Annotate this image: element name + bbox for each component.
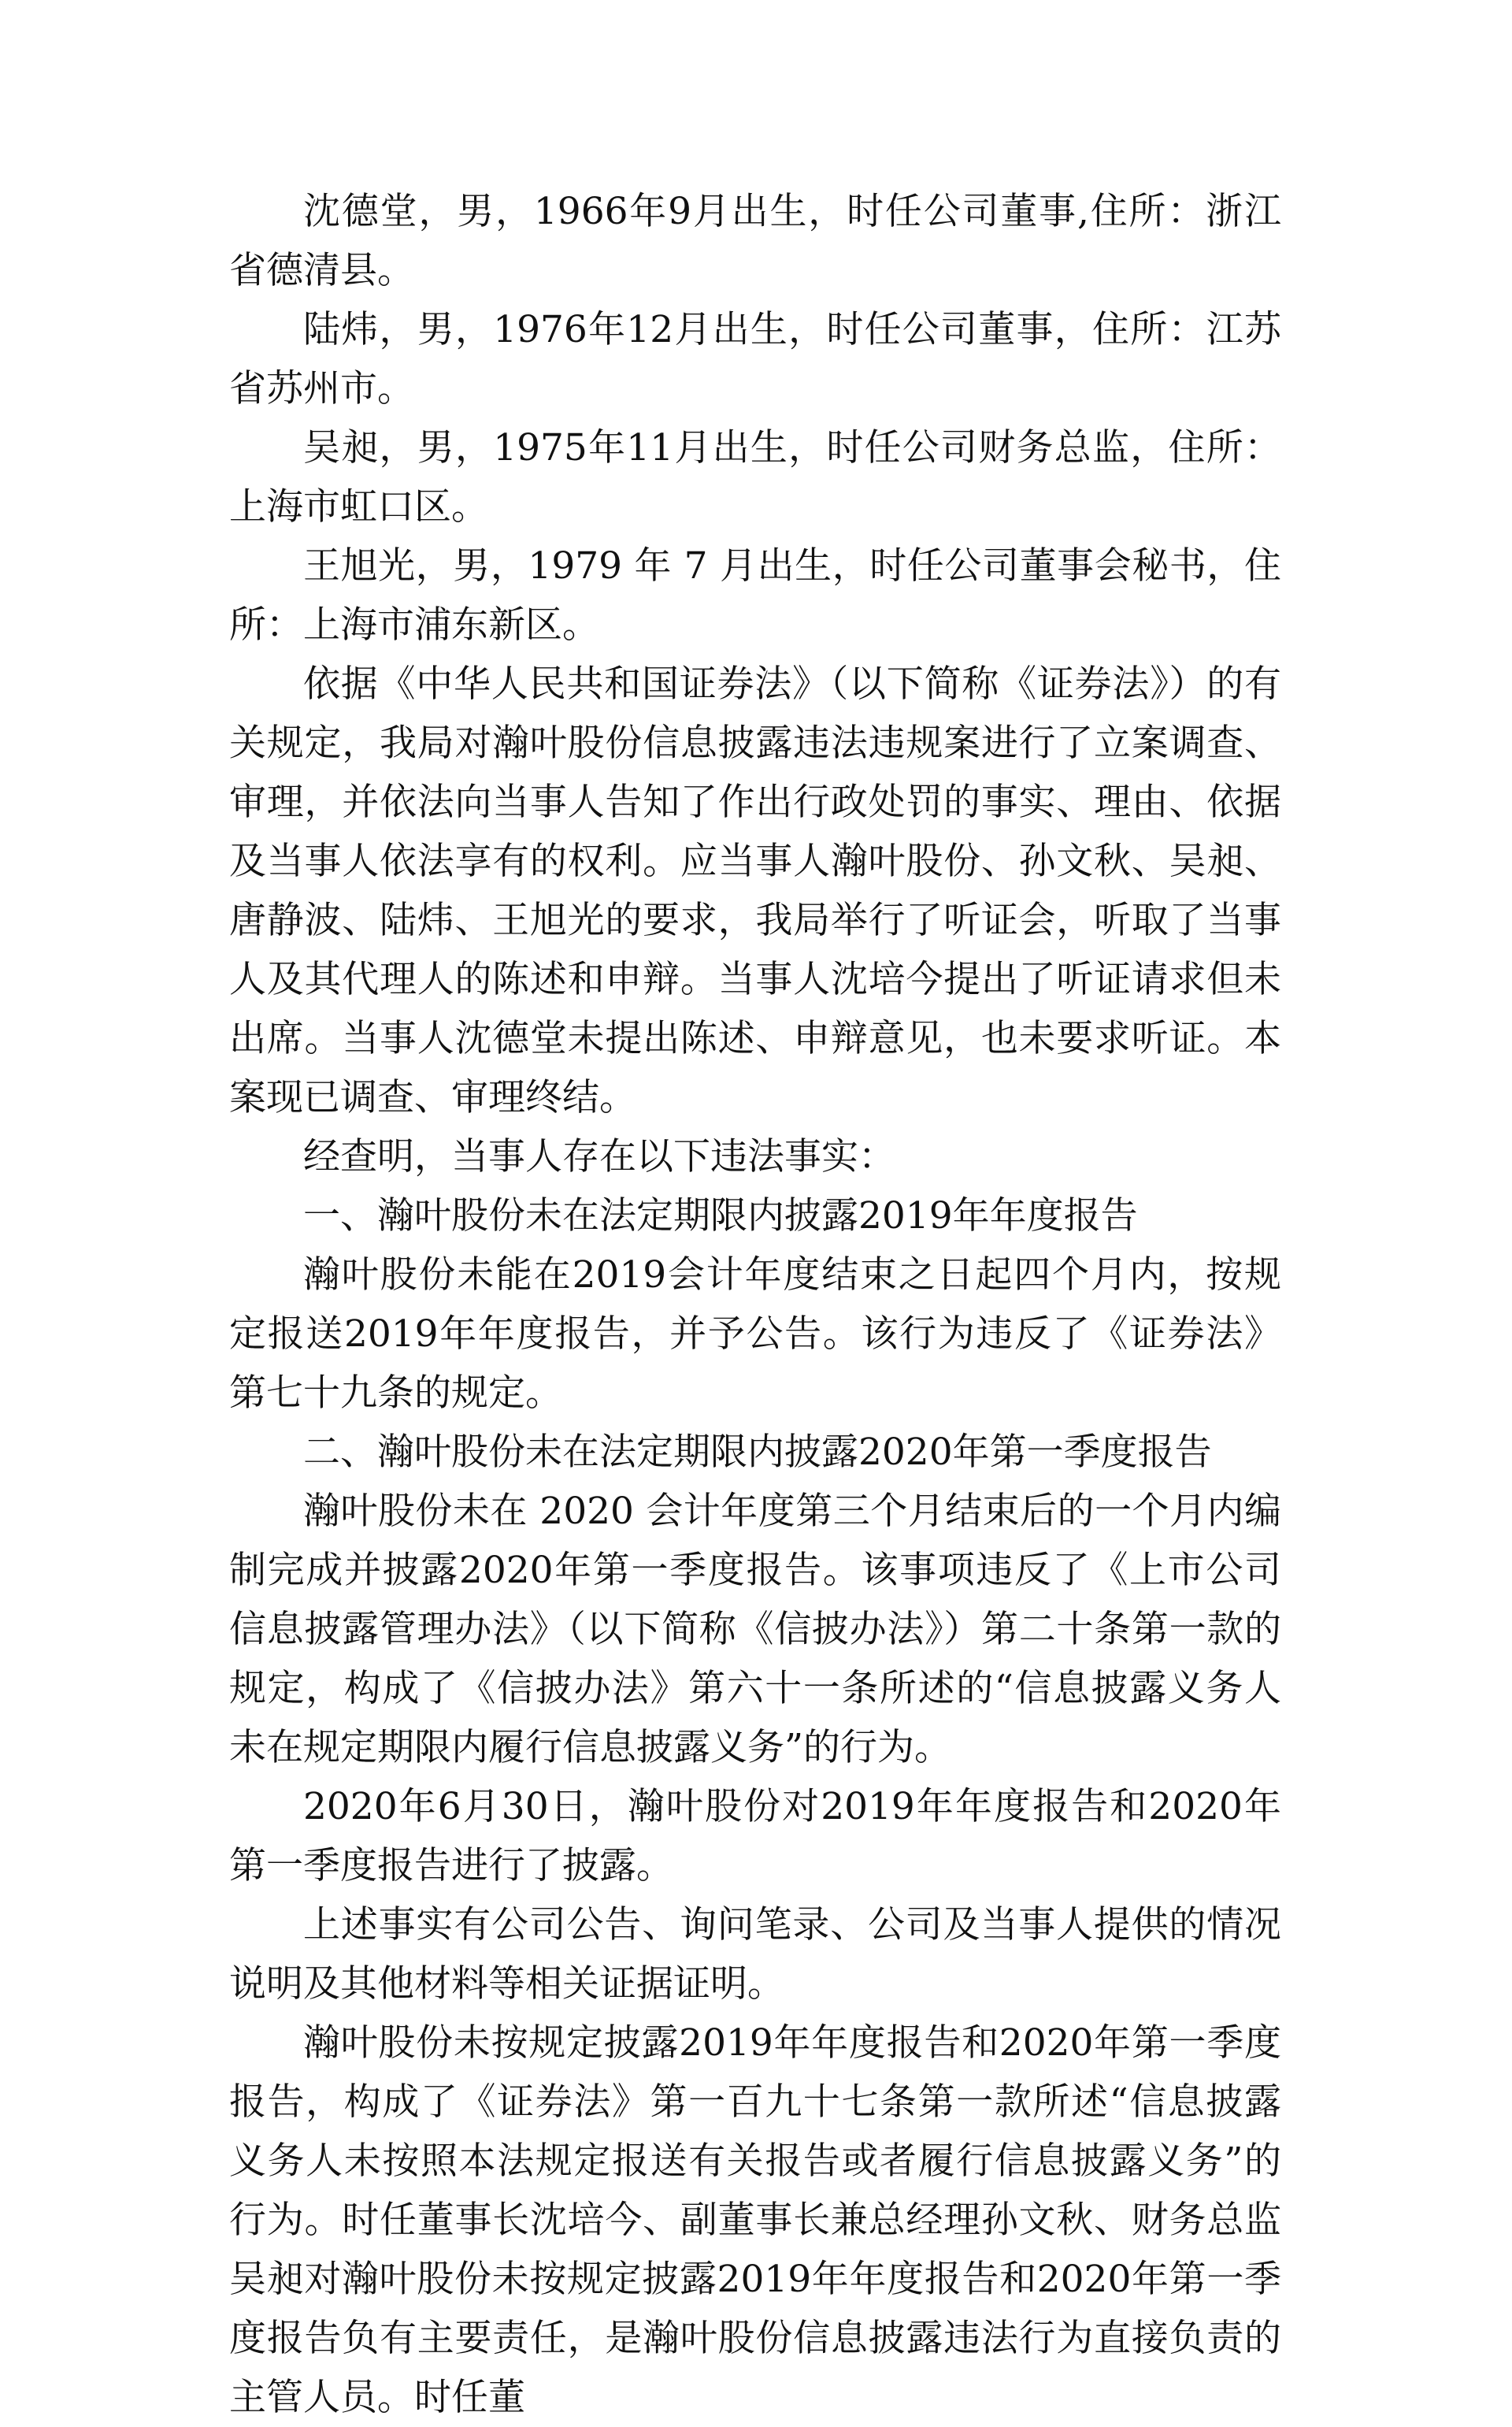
paragraph: 吴昶，男，1975年11月出生，时任公司财务总监，住所：上海市虹口区。 <box>229 426 1281 529</box>
paragraph: 上述事实有公司公告、询问笔录、公司及当事人提供的情况说明及其他材料等相关证据证明。 <box>229 1903 1281 2006</box>
document-page <box>229 182 1281 2427</box>
paragraph: 瀚叶股份未能在2019会计年度结束之日起四个月内，按规定报送2019年年度报告，并予公告。该行为违反了《证券法》第七十九条的规定。 <box>229 1253 1281 1415</box>
paragraph: 王旭光，男，1979 年 7 月出生，时任公司董事会秘书，住所：上海市浦东新区。 <box>229 544 1281 647</box>
section-heading: 一、瀚叶股份未在法定期限内披露2019年年度报告 <box>303 1194 1138 1238</box>
paragraph: 2020年6月30日，瀚叶股份对2019年年度报告和2020年第一季度报告进行了披露。 <box>229 1785 1281 1887</box>
paragraph: 沈德堂，男，1966年9月出生，时任公司董事,住所：浙江省德清县。 <box>229 190 1281 292</box>
paragraph: 依据《中华人民共和国证券法》（以下简称《证券法》）的有关规定，我局对瀚叶股份信息披露违法违规案进行了立案调查、审理，并依法向当事人告知了作出行政处罚的事实、理由、依据及当事人依法享有的权利。应当事人瀚叶股份、孙文秋、吴昶、唐静波、陆炜、王旭光的要求，我局举行了听证会，听取了当事人及其代理人的陈述和申辩。当事人沈培今提出了听证请求但未出席。当事人沈德堂未提出陈述、申辩意见，也未要求听证。本案现已调查、审理终结。 <box>229 662 1281 1119</box>
section-heading: 二、瀚叶股份未在法定期限内披露2020年第一季度报告 <box>303 1431 1212 1474</box>
paragraph: 陆炜，男，1976年12月出生，时任公司董事，住所：江苏省苏州市。 <box>229 308 1281 410</box>
paragraph: 经查明，当事人存在以下违法事实： <box>303 1135 895 1178</box>
paragraph: 瀚叶股份未按规定披露2019年年度报告和2020年第一季度报告，构成了《证券法》第一百九十七条第一款所述“信息披露义务人未按照本法规定报送有关报告或者履行信息披露义务”的行为。时任董事长沈培今、副董事长兼总经理孙文秋、财务总监吴昶对瀚叶股份未按规定披露2019年年度报告和2020年第一季度报告负有主要责任，是瀚叶股份信息披露违法行为直接负责的主管人员。时任董 <box>229 2021 1281 2419</box>
paragraph: 瀚叶股份未在 2020 会计年度第三个月结束后的一个月内编制完成并披露2020年第一季度报告。该事项违反了《上市公司信息披露管理办法》（以下简称《信披办法》）第二十条第一款的规定，构成了《信披办法》第六十一条所述的“信息披露义务人未在规定期限内履行信息披露义务”的行为。 <box>229 1490 1281 1769</box>
